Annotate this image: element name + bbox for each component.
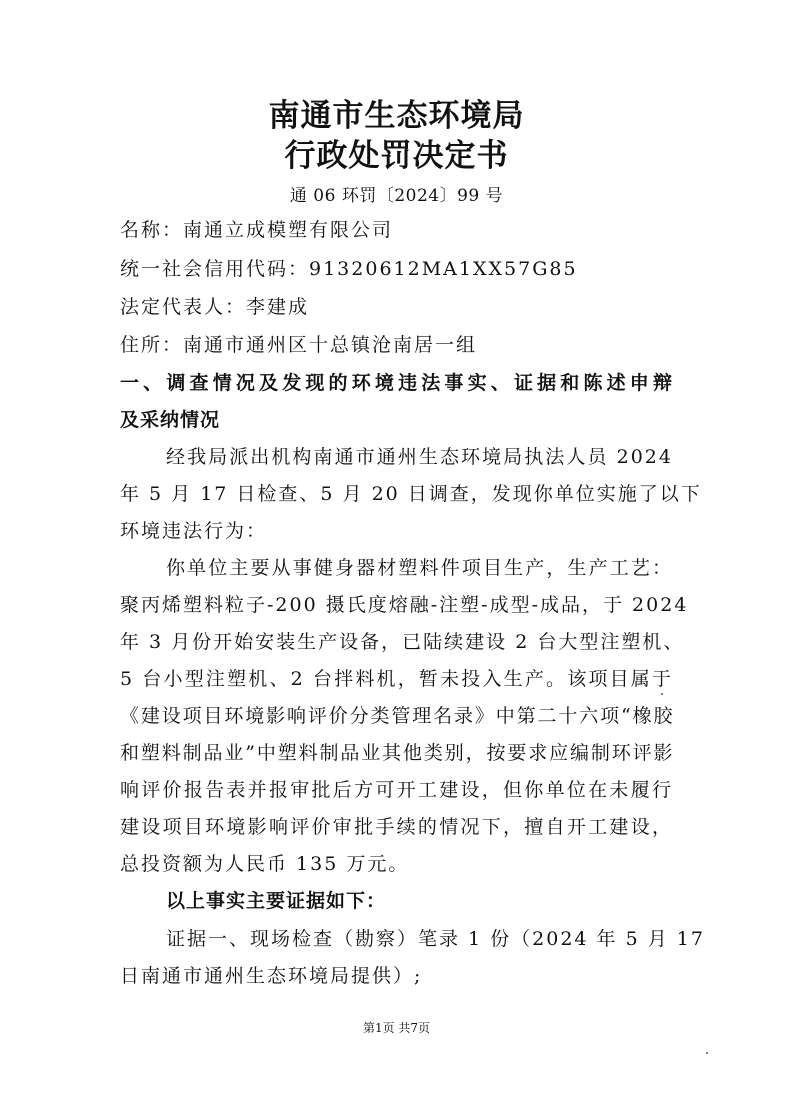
body-line: 经我局派出机构南通市通州生态环境局执法人员 2024 bbox=[166, 446, 673, 468]
body-line: 环境违法行为： bbox=[120, 520, 268, 542]
section-heading-line1: 一、调查情况及发现的环境违法事实、证据和陈述申辩 bbox=[120, 372, 673, 394]
document-number: 通 06 环罚〔2024〕99 号 bbox=[289, 186, 504, 206]
section-heading-line2: 及采纳情况 bbox=[120, 409, 221, 431]
scan-speck bbox=[706, 1052, 708, 1054]
body-line: 年 5 月 17 日检查、5 月 20 日调查，发现你单位实施了以下 bbox=[120, 483, 702, 505]
body-line: 年 3 月份开始安装生产设备，已陆续建设 2 台大型注塑机、 bbox=[120, 631, 685, 653]
evidence-item: 日南通市通州生态环境局提供）; bbox=[120, 965, 423, 987]
body-line: 聚丙烯塑料粒子-200 摄氏度熔融-注塑-成型-成品，于 2024 bbox=[120, 594, 689, 616]
body-line: 《建设项目环境影响评价分类管理名录》中第二十六项“橡胶 bbox=[120, 705, 673, 727]
body-line: 总投资额为人民币 135 万元。 bbox=[120, 853, 410, 875]
page-footer: 第1页 共7页 bbox=[362, 1021, 431, 1035]
document-title-line2: 行政处罚决定书 bbox=[284, 138, 509, 174]
party-legal-representative: 法定代表人：李建成 bbox=[120, 296, 310, 318]
evidence-heading: 以上事实主要证据如下： bbox=[166, 890, 387, 912]
body-line: 建设项目环境影响评价审批手续的情况下，擅自开工建设， bbox=[120, 816, 673, 838]
evidence-item: 证据一、现场检查（勘察）笔录 1 份（2024 年 5 月 17 bbox=[166, 928, 705, 950]
body-line: 和塑料制品业”中塑料制品业其他类别，按要求应编制环评影 bbox=[120, 742, 673, 764]
party-credit-code: 统一社会信用代码：91320612MA1XX57G85 bbox=[120, 258, 578, 280]
party-name: 名称：南通立成模塑有限公司 bbox=[120, 219, 394, 241]
document-title-line1: 南通市生态环境局 bbox=[268, 98, 525, 134]
body-line: 你单位主要从事健身器材塑料件项目生产，生产工艺： bbox=[166, 557, 673, 579]
body-line: 响评价报告表并报审批后方可开工建设，但你单位在未履行 bbox=[120, 779, 673, 801]
body-line: 5 台小型注塑机、2 台拌料机，暂未投入生产。该项目属于 bbox=[120, 668, 673, 690]
scan-speck bbox=[661, 693, 663, 695]
party-address: 住所：南通市通州区十总镇沧南居一组 bbox=[120, 334, 478, 356]
